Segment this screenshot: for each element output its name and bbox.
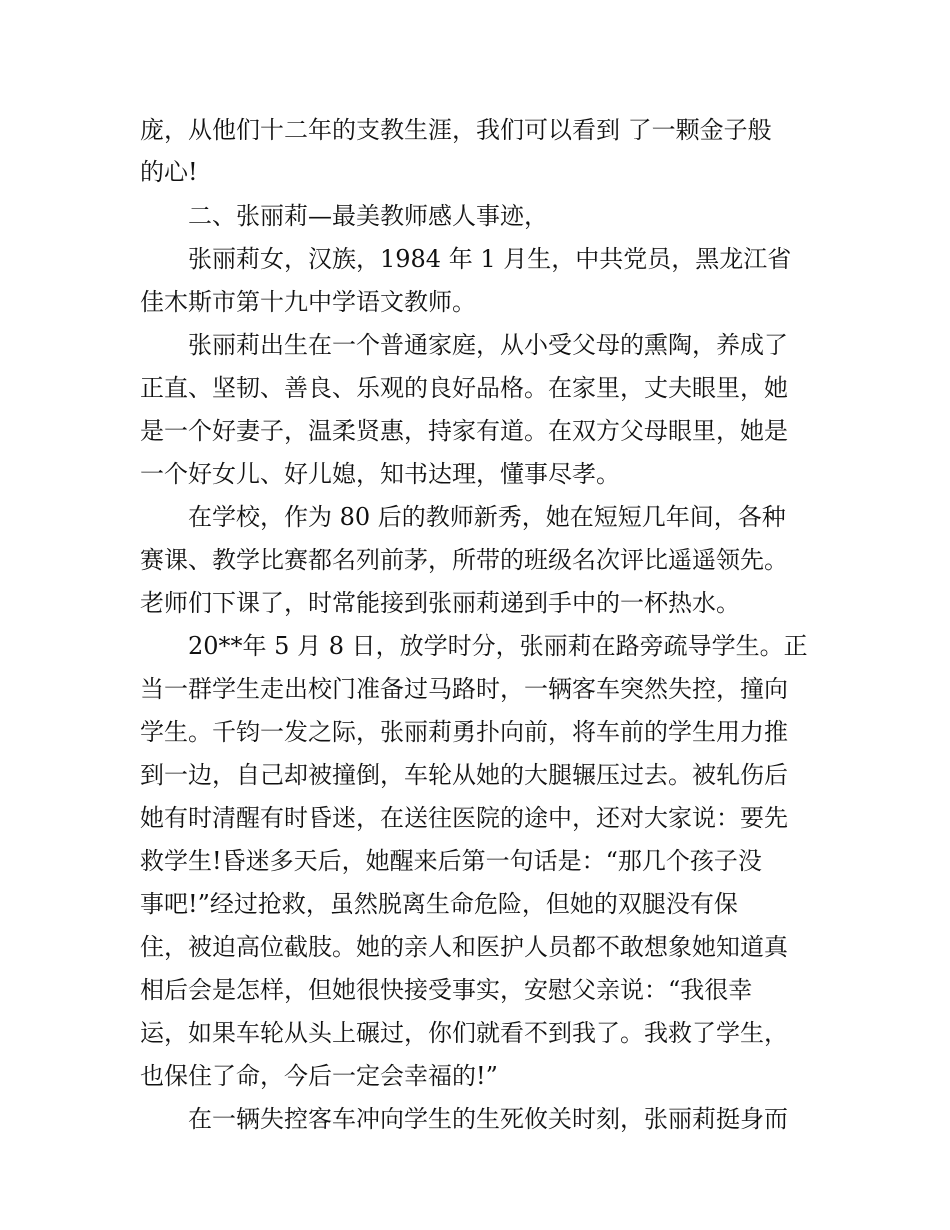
text-line: 她有时清醒有时昏迷，在送往医院的途中，还对大家说：要先 <box>140 804 788 832</box>
text-line: 赛课、教学比赛都名列前茅，所带的班级名次评比遥遥领先。 <box>140 546 788 574</box>
text-line: 救学生!昏迷多天后，她醒来后第一句话是：“那几个孩子没 <box>140 847 762 875</box>
text-line: 的心! <box>140 158 198 186</box>
text-line: 一个好女儿、好儿媳，知书达理，懂事尽孝。 <box>140 460 620 488</box>
text-line: 住，被迫高位截肢。她的亲人和医护人员都不敢想象她知道真 <box>140 933 788 961</box>
text-line: 事吧!”经过抢救，虽然脱离生命危险，但她的双腿没有保 <box>140 890 738 918</box>
text-line: 相后会是怎样，但她很快接受事实，安慰父亲说：“我很幸 <box>140 976 753 1004</box>
text-line: 在学校，作为 80 后的教师新秀，她在短短几年间，各种 <box>188 503 786 531</box>
text-line: 运，如果车轮从头上碾过，你们就看不到我了。我救了学生， <box>140 1019 788 1047</box>
text-line: 当一群学生走出校门准备过马路时，一辆客车突然失控，撞向 <box>140 675 788 703</box>
text-line: 张丽莉出生在一个普通家庭，从小受父母的熏陶，养成了 <box>188 331 788 359</box>
text-line: 老师们下课了，时常能接到张丽莉递到手中的一杯热水。 <box>140 589 740 617</box>
text-line: 也保住了命，今后一定会幸福的!” <box>140 1062 498 1090</box>
text-line: 学生。千钧一发之际，张丽莉勇扑向前，将车前的学生用力推 <box>140 718 788 746</box>
text-line: 在一辆失控客车冲向学生的生死攸关时刻，张丽莉挺身而 <box>188 1105 788 1133</box>
text-line: 庞，从他们十二年的支教生涯，我们可以看到 了一颗金子般 <box>140 116 772 144</box>
text-line: 张丽莉女，汉族，1984 年 1 月生，中共党员，黑龙江省 <box>188 245 792 273</box>
text-line: 正直、坚韧、善良、乐观的良好品格。在家里，丈夫眼里，她 <box>140 374 788 402</box>
text-line: 到一边，自己却被撞倒，车轮从她的大腿辗压过去。被轧伤后 <box>140 761 788 789</box>
text-line: 20**年 5 月 8 日，放学时分，张丽莉在路旁疏导学生。正 <box>188 632 808 660</box>
text-line: 是一个好妻子，温柔贤惠，持家有道。在双方父母眼里，她是 <box>140 417 788 445</box>
text-line: 佳木斯市第十九中学语文教师。 <box>140 288 476 316</box>
section-heading: 二、张丽莉—最美教师感人事迹， <box>188 202 548 230</box>
